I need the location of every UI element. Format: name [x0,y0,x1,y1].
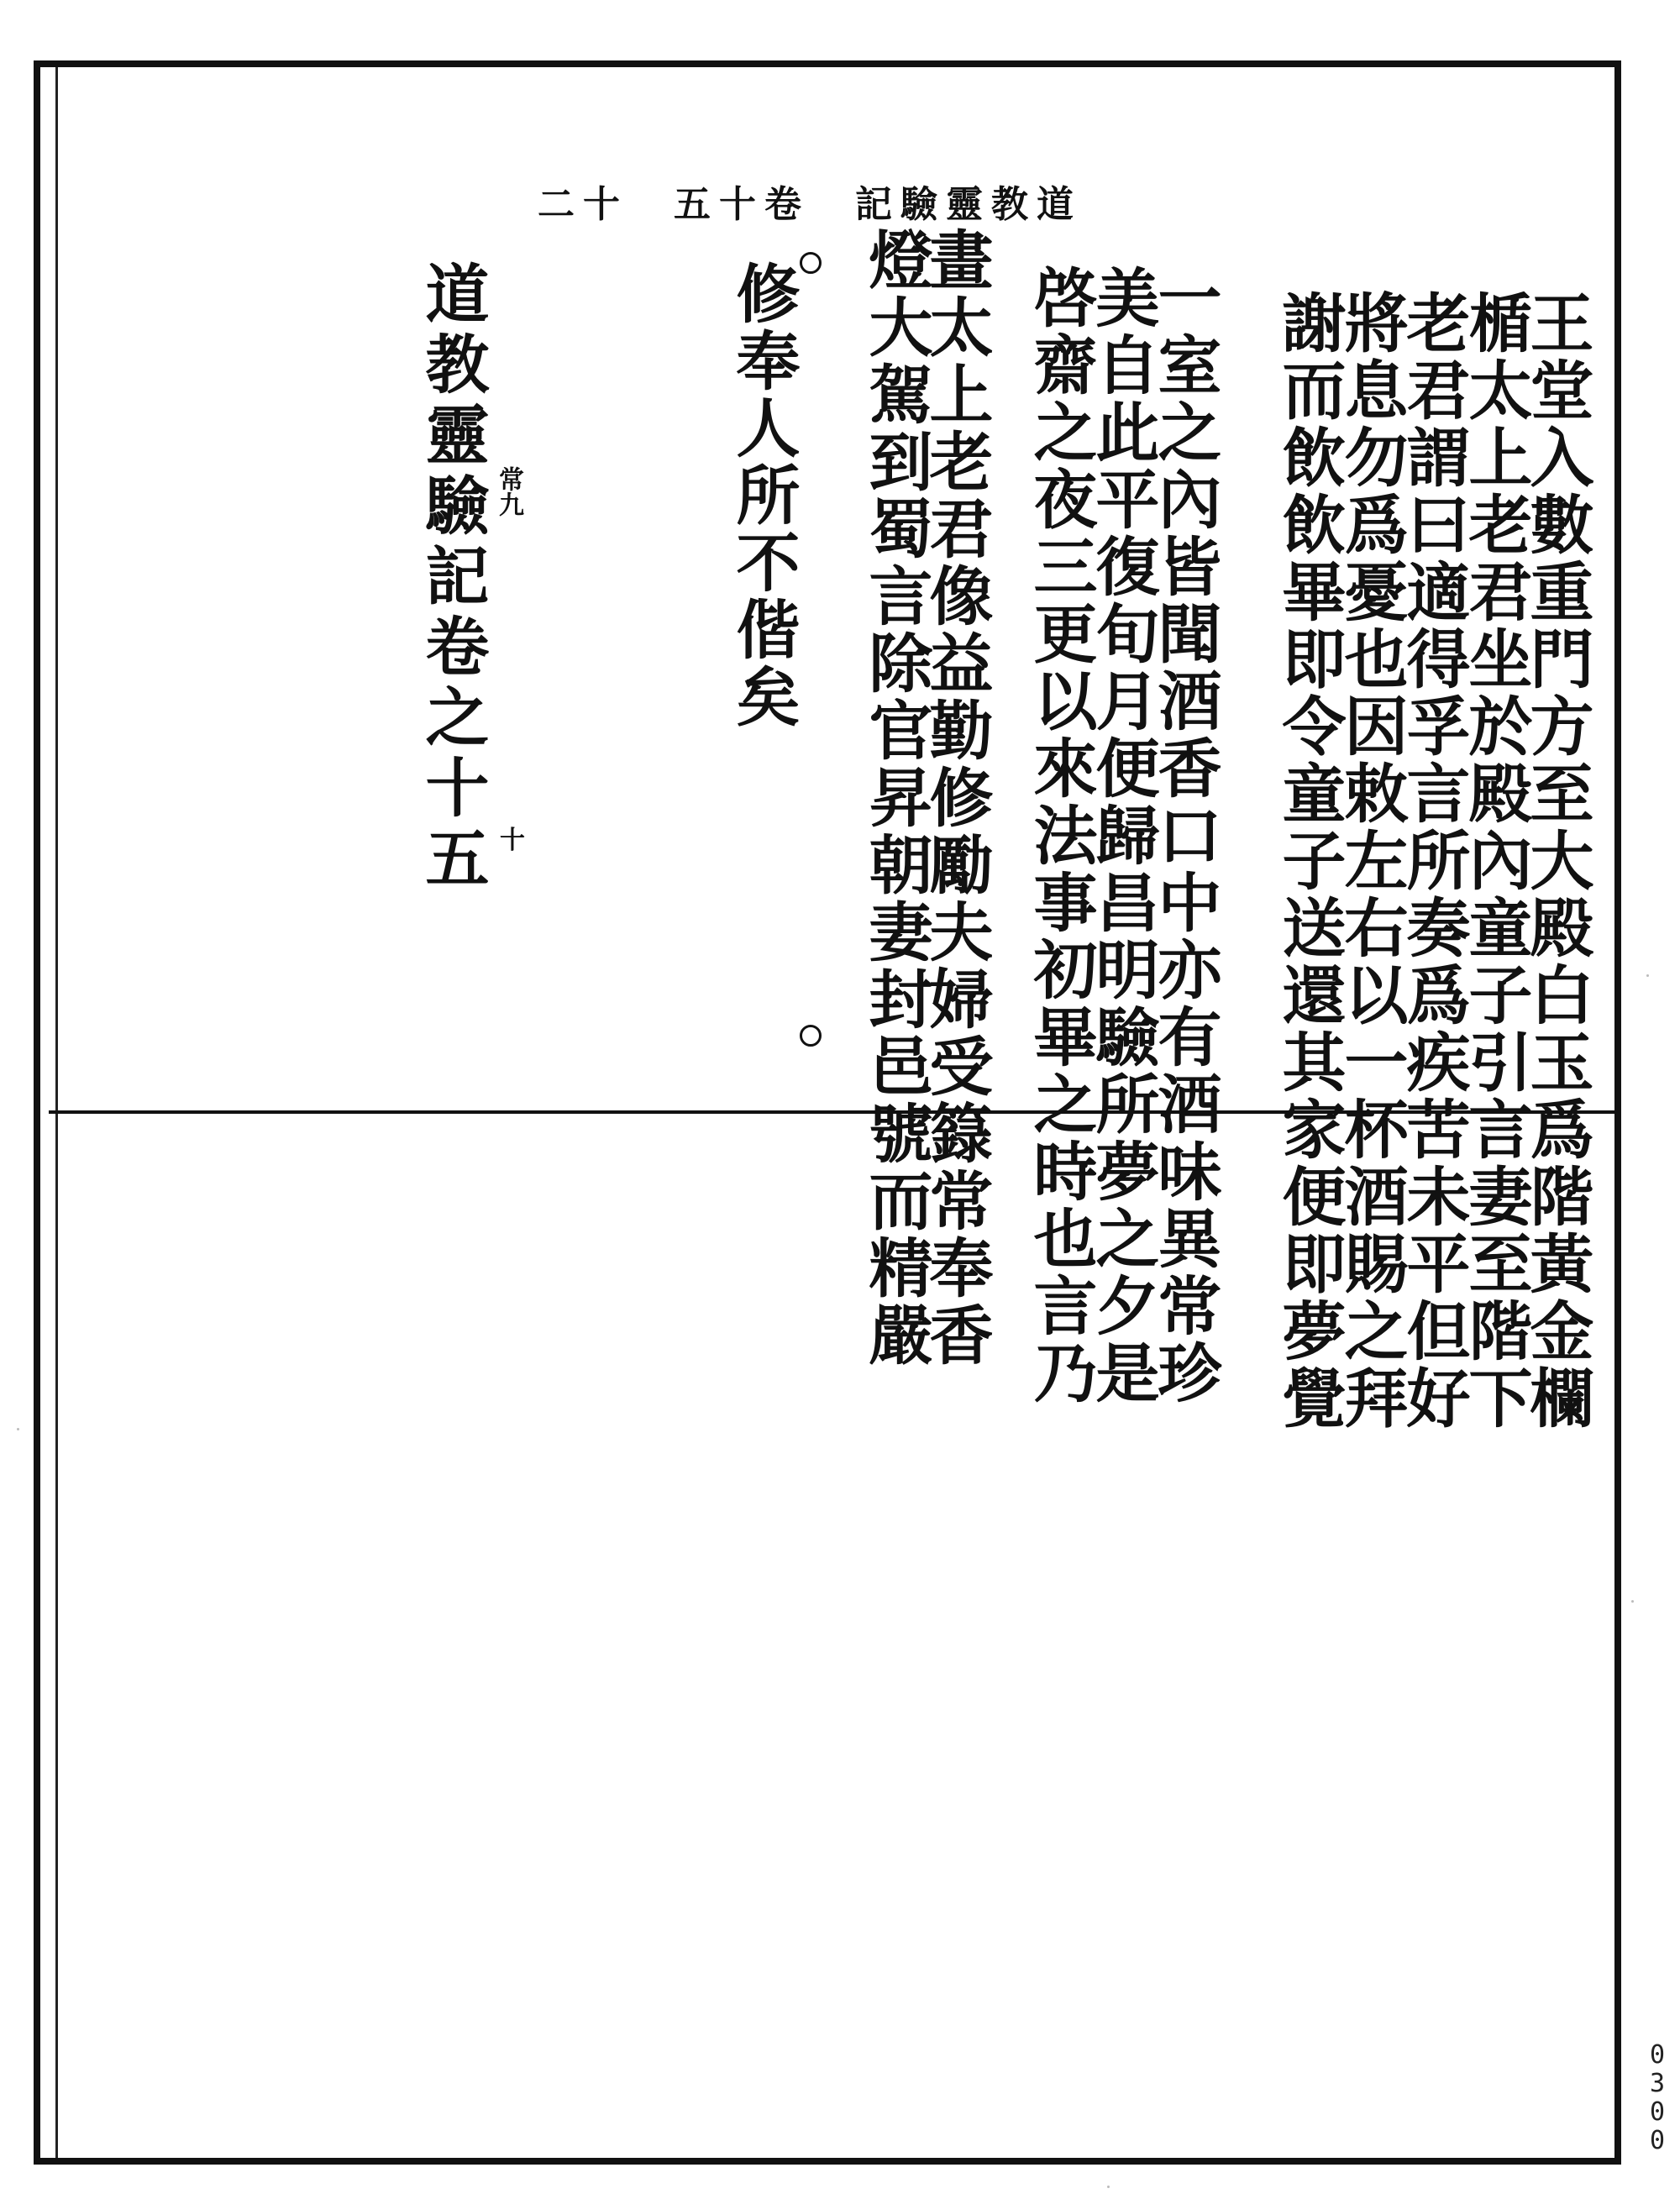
circle-mark-bottom [800,1025,822,1047]
text-column-1: 王堂入數重門方至大殿白玉爲階黃金欄 [1520,290,1594,1432]
text-column-2: 楯太上老君坐於殿內童子引言妻至階下 [1458,290,1533,1432]
scan-speck [17,1428,19,1430]
page-number-digit: 3 [1649,2069,1666,2098]
page-number-digit: 0 [1649,2097,1666,2127]
scan-speck [1107,2186,1110,2188]
end-title: 道教靈驗記卷之十五 [415,260,490,895]
page-number [1642,2041,1672,2155]
text-column-9: 畫太上老君像益勤修勵夫婦受籙常奉香 [919,227,994,1369]
text-column-7: 美自此平復旬月便歸昌明驗所夢之夕是 [1085,265,1160,1407]
text-column-4: 將息勿爲憂也因敕左右以一杯酒賜之拜 [1334,290,1409,1432]
end-note: 常九 [494,466,523,517]
page-number-digit: 0 [1649,2040,1666,2070]
text-column-6: 一室之內皆聞酒香口中亦有酒味異常珍 [1147,265,1222,1407]
scan-speck [1646,974,1649,977]
text-column-5: 謝而飲飲畢即令童子送還其家便即夢覺 [1272,290,1347,1432]
text-column-10: 燈大駕到蜀言除官昇朝妻封邑號而精嚴 [858,227,933,1369]
text-column-11: 修奉人所不偕矣 [726,260,801,731]
page-number-digit: 0 [1649,2126,1666,2155]
scan-speck [1631,1600,1634,1603]
text-column-8: 啓齋之夜三更以來法事初畢之時也言乃 [1023,265,1098,1407]
circle-mark-top [800,252,822,274]
text-column-3: 老君謂曰適得孚言所奏爲疾苦未平但好 [1396,290,1471,1432]
cross-mark: 十 [500,826,525,855]
running-head: 道教靈驗記 卷十五 十二 [538,183,1082,226]
